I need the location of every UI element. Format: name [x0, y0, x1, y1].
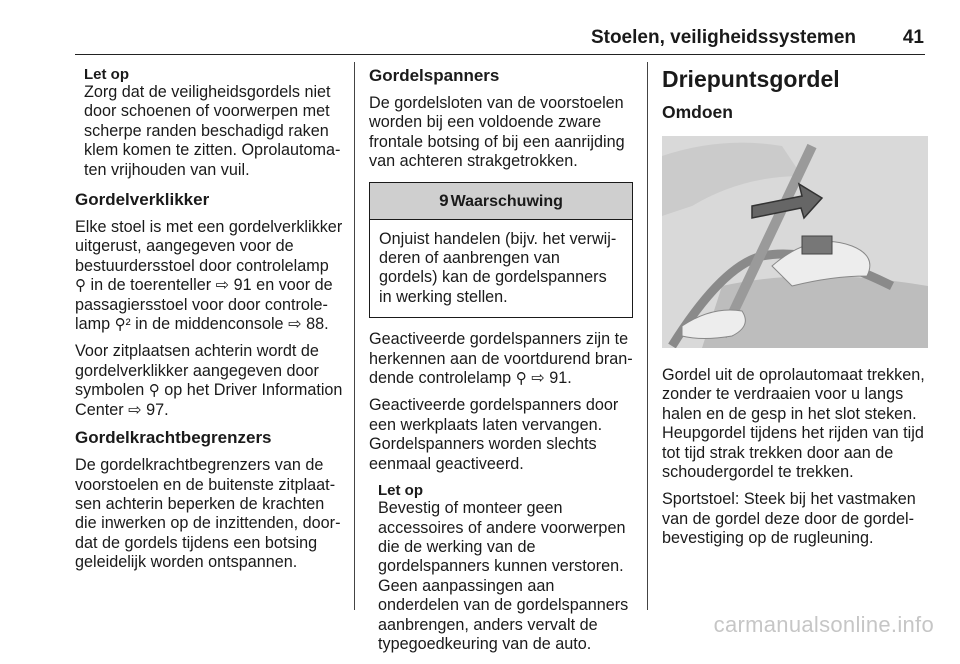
paragraph-verklikker-1 [75, 218, 343, 334]
page-reference[interactable]: 91 [233, 276, 252, 295]
text-segment: op het Driver Information Center [75, 381, 343, 419]
warning-text: Onjuist handelen (bijv. het verwijderen of aanbrengen van gordels) kan de gordelspanners in werking stellen. [379, 229, 617, 306]
paragraph-begrenzers: De gordelkrachtbegrenzers van de voorstoelen en de buitenste zitplaatsen achterin beperken de krachten die inwerken op de inzittenden, doordat de gordels tijdens een botsing geleidelijk worden ontspannen. [75, 456, 341, 572]
column-divider-2 [647, 62, 648, 610]
airbag-warning-icon: ⚲ [515, 370, 527, 388]
paragraph-omdoen-1: Gordel uit de oprolautomaat trekken, zonder te verdraaien voor u langs halen en de gesp in het slot steken. Heupgordel tijdens het rijden van tijd tot tijd strak trekken door aan de schoudergordel te trekken. [662, 366, 925, 482]
text-segment: in de toerenteller [86, 276, 216, 295]
column-1 [75, 66, 343, 581]
text-segment: in de middenconsole [130, 315, 289, 334]
paragraph-spanners-1: De gordelsloten van de voorstoelen worden bij een voldoende zware frontale botsing of bij een aanrijding van achteren strakgetrokken. [369, 94, 625, 171]
paragraph-spanners-3: Geactiveerde gordelspanners door een werkplaats laten vervangen. Gordelspanners worden slechts eenmaal geactiveerd. [369, 396, 619, 473]
page-reference[interactable]: 97. [146, 400, 169, 419]
ref-arrow-icon: ⇨ [531, 369, 545, 388]
ref-arrow-icon: ⇨ [128, 400, 142, 419]
text-segment: Geactiveerde gordelspanners zijn te herkennen aan de voortdurend brandende controlelamp [369, 330, 633, 388]
note-title: Let op [84, 66, 129, 83]
column-divider-1 [354, 62, 355, 610]
text-segment: Voor zitplaatsen achterin wordt de gordelverklikker aangegeven door symbolen [75, 342, 319, 400]
ref-arrow-icon: ⇨ [215, 276, 230, 295]
paragraph-spanners-2 [369, 330, 633, 388]
note-text: Zorg dat de veiligheidsgordels niet door schoenen of voorwerpen met scherpe randen beschadigd raken klem komen te zitten. Oprolautomaten vrijhouden van vuil. [84, 83, 341, 179]
paragraph-omdoen-2: Sportstoel: Steek bij het vastmaken van de gordel deze door de gordelbevestiging op de rugleuning. [662, 490, 916, 548]
warning-title: Waarschuwing [450, 192, 563, 210]
text-segment: Elke stoel is met een gordelverklikker uitgerust, aangegeven voor de bestuurdersstoel door controlelamp [75, 218, 343, 275]
warning-triangle-icon: 9 [439, 190, 449, 210]
warning-header [370, 183, 632, 220]
page-number: 41 [902, 27, 924, 48]
note-block [75, 66, 343, 180]
watermark-text: carmanualsonline.info [713, 612, 934, 637]
section-title: Driepuntsgordel [662, 66, 840, 92]
seat-belt-symbol-icon: ⚲ [148, 382, 160, 400]
page-reference[interactable]: 88. [306, 315, 329, 334]
warning-box [369, 182, 633, 319]
page-reference[interactable]: 91. [549, 369, 572, 388]
header-rule [75, 54, 925, 55]
seat-belt-warning-icon: ⚲ [75, 277, 86, 295]
column-3 [662, 66, 928, 557]
page-header [0, 0, 960, 60]
column-2 [369, 66, 633, 664]
heading-gordelkrachtbegrenzers: Gordelkrachtbegrenzers [75, 428, 272, 448]
note-text: Bevestig of monteer geen accessoires of andere voorwerpen die de werking van de gordelspanners kunnen verstoren. Geen aanpassingen aan onderdelen van de gordelspanners aanbrengen, anders vervalt de typegoedkeuring van de auto. [378, 499, 629, 653]
note-title: Let op [378, 482, 423, 500]
page-title: Stoelen, veiligheidssystemen [590, 27, 856, 48]
seatbelt-illustration [662, 136, 928, 348]
ref-arrow-icon: ⇨ [288, 315, 302, 334]
heading-gordelverklikker: Gordelverklikker [75, 190, 210, 210]
passenger-seat-belt-icon: ⚲² [114, 316, 131, 334]
section-subtitle: Omdoen [662, 102, 733, 122]
heading-gordelspanners: Gordelspanners [369, 66, 500, 85]
note-block [369, 482, 633, 654]
paragraph-verklikker-2 [75, 342, 343, 420]
text-segment: en voor de passagiersstoel voor door controlelamp [75, 276, 333, 334]
